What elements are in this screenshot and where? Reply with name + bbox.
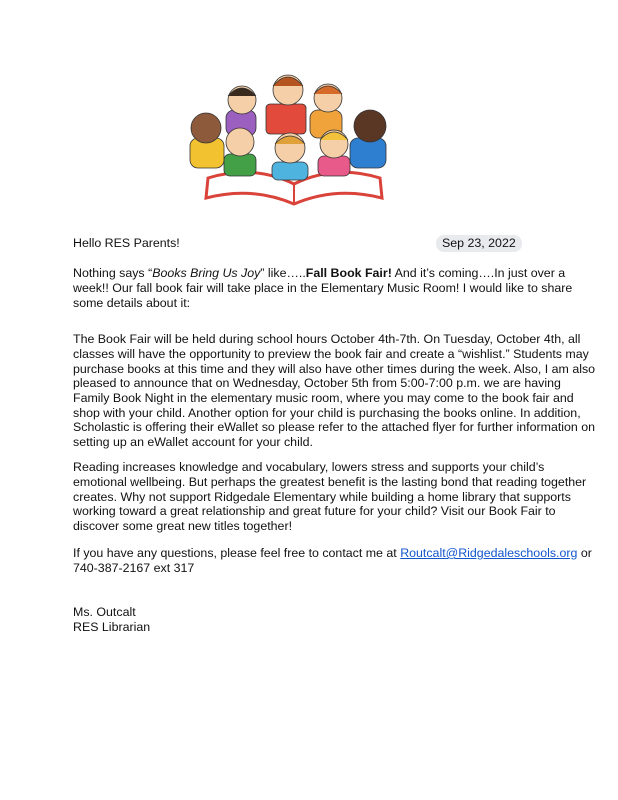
signature-name: Ms. Outcalt (73, 605, 136, 619)
paragraph-1-line: some details about it: (73, 296, 191, 310)
paragraph-3-line: Reading increases knowledge and vocabulary, lowers stress and supports your child’s (73, 460, 545, 474)
text: If you have any questions, please feel free to contact me at (73, 546, 401, 560)
bold-event-name: Fall Book Fair! (305, 266, 392, 280)
paragraph-2-line: setting up an eWallet account for your child. (73, 435, 313, 449)
paragraph-3-line: creates. Why not support Ridgedale Elementary while building a home library that supports (73, 490, 571, 504)
text: And it’s coming….In just over a (391, 266, 566, 280)
paragraph-1-line (73, 266, 565, 281)
paragraph-2-line: classes will have the opportunity to preview the book fair and create a “wishlist.” Students may (73, 347, 589, 361)
text: Nothing says “ (73, 266, 153, 280)
text: or (577, 546, 592, 560)
text: ” like….. (260, 266, 306, 280)
paragraph-1-line: week!! Our fall book fair will take place in the Elementary Music Room! I would like to share (73, 281, 573, 295)
italic-slogan: Books Bring Us Joy (152, 266, 261, 280)
children-reading-illustration (178, 66, 410, 208)
paragraph-2-line: shop with your child. Another option for your child is purchasing the books online. In addition, (73, 406, 581, 420)
signature-title: RES Librarian (73, 620, 151, 634)
phone-line: 740-387-2167 ext 317 (73, 561, 195, 575)
contact-line (73, 546, 592, 561)
paragraph-2-line: purchase books at this time and they will also have other times during the week. Also, I am also (73, 362, 596, 376)
paragraph-3-line: discover some great new titles together! (73, 519, 293, 533)
date-chip[interactable]: Sep 23, 2022 (436, 235, 522, 252)
paragraph-2-line: Scholastic is offering their eWallet so please refer to the attached flyer for further information on (73, 420, 596, 434)
greeting: Hello RES Parents! (73, 236, 180, 250)
paragraph-3-line: working toward a great relationship and great future for your child? Visit our Book Fair to (73, 504, 556, 518)
email-link[interactable]: Routcalt@Ridgedaleschools.org (400, 546, 578, 560)
paragraph-2-line: The Book Fair will be held during school hours October 4th-7th. On Tuesday, October 4th, all (73, 332, 581, 346)
paragraph-3-line: emotional wellbeing. But perhaps the greatest benefit is the lasting bond that reading together (73, 475, 587, 489)
paragraph-2-line: pleased to announce that on Wednesday, October 5th from 5:00-7:00 p.m. we are having (73, 376, 561, 390)
paragraph-2-line: Family Book Night in the elementary music room, where you may come to the book fair and (73, 391, 574, 405)
